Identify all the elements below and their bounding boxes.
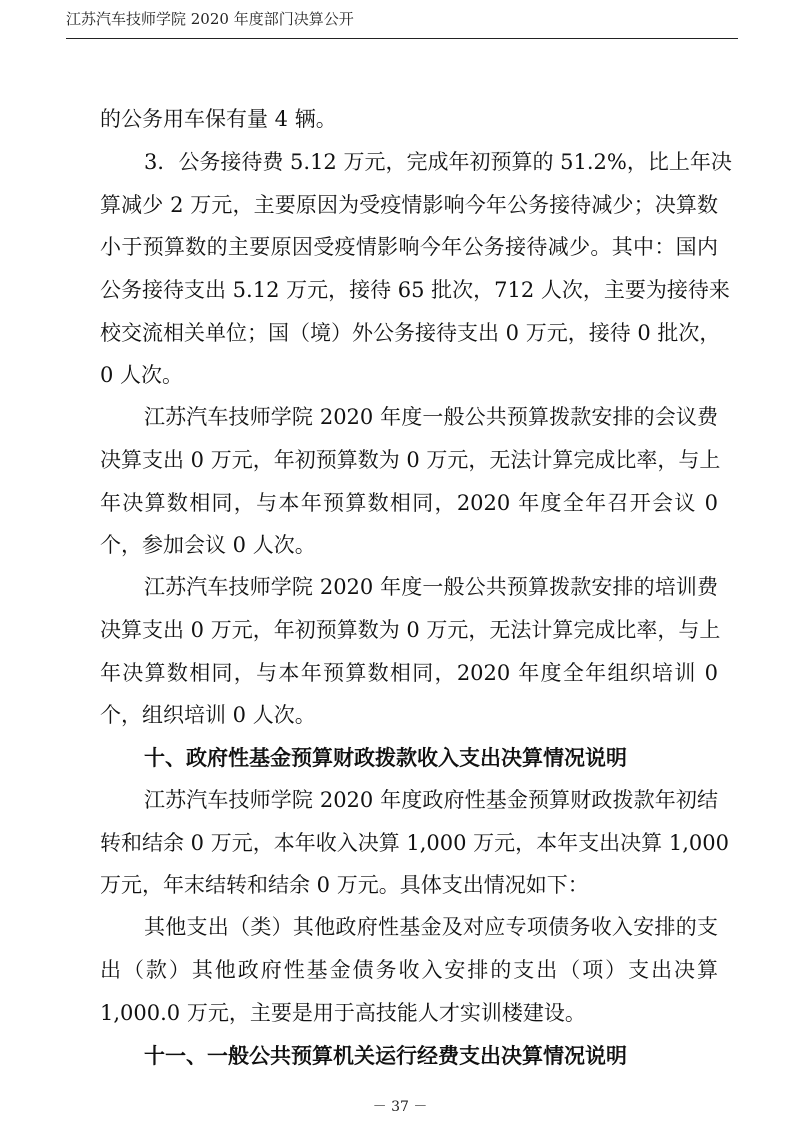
text-line: 年决算数相同，与本年预算数相同，2020 年度全年组织培训 0 xyxy=(100,661,718,685)
text-line: 万元，年末结转和结余 0 万元。具体支出情况如下： xyxy=(100,873,589,897)
text-line: 出（款）其他政府性基金债务收入安排的支出（项）支出决算 xyxy=(100,958,718,982)
page-number: － 37 － xyxy=(372,1099,428,1115)
text-line: 其他支出（类）其他政府性基金及对应专项债务收入安排的支 xyxy=(144,915,718,939)
text-line: 个，参加会议 0 人次。 xyxy=(100,533,316,557)
text-line: 的公务用车保有量 4 辆。 xyxy=(100,107,337,131)
text-line: 江苏汽车技师学院 2020 年度一般公共预算拨款安排的培训费 xyxy=(144,575,718,599)
text-line: 个，组织培训 0 人次。 xyxy=(100,703,316,727)
text-line: 算减少 2 万元，主要原因为受疫情影响今年公务接待减少；决算数 xyxy=(100,193,718,217)
text-line: 公务接待支出 5.12 万元，接待 65 批次，712 人次，主要为接待来 xyxy=(100,278,730,302)
text-line: 决算支出 0 万元，年初预算数为 0 万元，无法计算完成比率，与上 xyxy=(100,448,721,472)
text-line: 江苏汽车技师学院 2020 年度一般公共预算拨款安排的会议费 xyxy=(144,405,718,429)
section-heading: 十一、一般公共预算机关运行经费支出决算情况说明 xyxy=(144,1043,627,1068)
text-line: 转和结余 0 万元，本年收入决算 1,000 万元，本年支出决算 1,000 xyxy=(100,831,729,855)
text-line: 决算支出 0 万元，年初预算数为 0 万元，无法计算完成比率，与上 xyxy=(100,618,721,642)
text-line: 江苏汽车技师学院 2020 年度政府性基金预算财政拨款年初结 xyxy=(144,788,718,812)
text-line: 年决算数相同，与本年预算数相同，2020 年度全年召开会议 0 xyxy=(100,491,718,515)
text-line: 3．公务接待费 5.12 万元，完成年初预算的 51.2%，比上年决 xyxy=(144,150,732,174)
text-line: 0 人次。 xyxy=(100,363,184,387)
header-divider xyxy=(66,38,738,39)
page-header: 江苏汽车技师学院 2020 年度部门决算公开 xyxy=(66,10,354,28)
text-line: 小于预算数的主要原因受疫情影响今年公务接待减少。其中：国内 xyxy=(100,235,718,259)
section-heading: 十、政府性基金预算财政拨款收入支出决算情况说明 xyxy=(144,745,627,770)
text-line: 校交流相关单位；国（境）外公务接待支出 0 万元，接待 0 批次， xyxy=(100,321,721,345)
text-line: 1,000.0 万元，主要是用于高技能人才实训楼建设。 xyxy=(100,1001,586,1025)
